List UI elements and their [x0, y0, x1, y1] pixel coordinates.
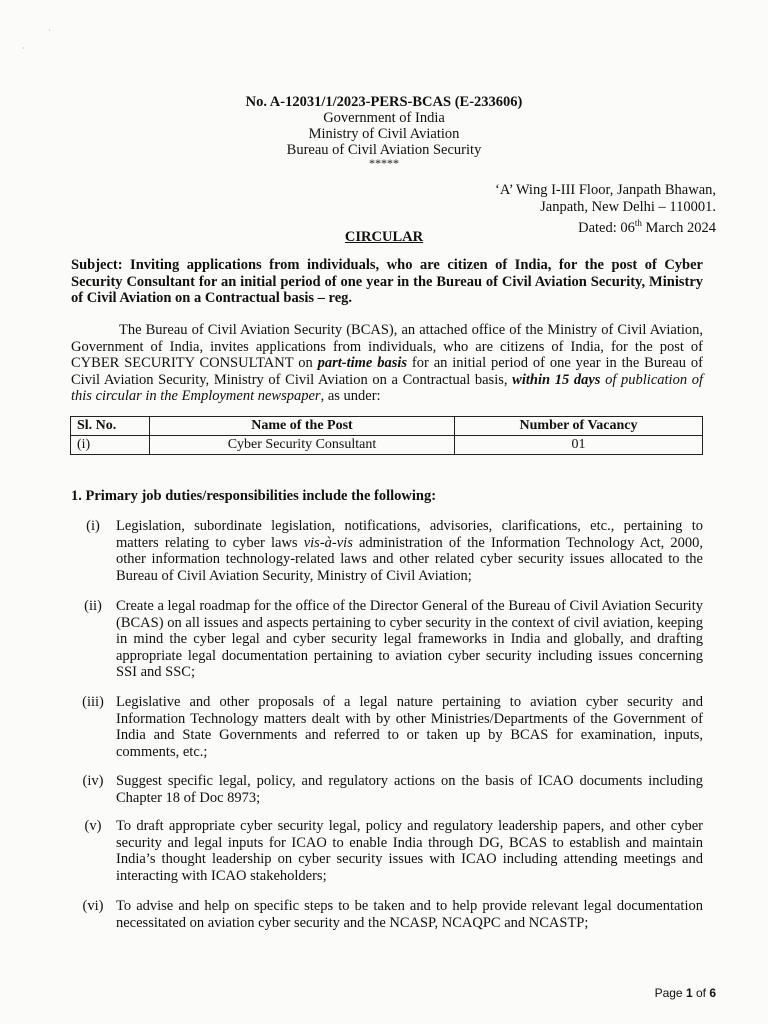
duty-item [71, 518, 703, 584]
letterhead-line: Ministry of Civil Aviation [308, 126, 460, 142]
duty-item [71, 898, 703, 931]
page-of-label: of [692, 986, 710, 1000]
document-title: CIRCULAR [344, 229, 424, 245]
intro-text: The Bureau of Civil Aviation Security (BCAS), an attached office of the Ministry of Civil Aviation, Government of India, invites applications from individuals, who are citizens of India, for the post of CYBER SECURITY CONSULTANT on [71, 322, 703, 371]
section-heading: 1. Primary job duties/responsibilities include the following: [71, 488, 437, 504]
letterhead [0, 94, 768, 168]
subject-paragraph: Subject: Inviting applications from individuals, who are citizen of India, for the post of Cyber Security Consultant for an initial period of one year in the Bureau of Civil Aviation Security, Ministry of Civil Aviation on a Contractual basis – reg. [71, 257, 703, 306]
duty-text: To advise and help on specific steps to be taken and to help provide relevant legal documentation necessitated on aviation cyber security and the NCASP, NCAQPC and NCASTP; [116, 898, 703, 931]
intro-italic: of publication of this circular in the Employment newspaper [71, 371, 703, 404]
duty-number: (iii) [82, 694, 104, 710]
address-line: Janpath, New Delhi – 110001. [540, 198, 716, 215]
duty-text-part: administration of the Information Technology Act, 2000, other information technology-related laws and other related cyber security issues allocated to the Bureau of Civil Aviation Security, Ministry of Civil Aviation; [116, 534, 703, 584]
current-page: 1 [685, 986, 693, 1000]
page-number [655, 986, 716, 1000]
duty-number: (ii) [84, 598, 102, 614]
duty-text: Create a legal roadmap for the office of the Director General of the Bureau of Civil Aviation Security (BCAS) on all issues and aspects pertaining to cyber security in the context of civil aviation, keeping in mind the cyber legal and cyber security legal frameworks in India and globally, and drafting appropriate legal documentation pertaining to aviation cyber security including issues concerning SSI and SSC; [116, 598, 703, 680]
letterhead-line: Bureau of Civil Aviation Security [286, 142, 482, 158]
table-header-row [71, 417, 703, 436]
intro-emphasis: part-time basis [317, 355, 408, 371]
table-cell: Cyber Security Consultant [150, 436, 455, 455]
duty-italic: vis-à-vis [303, 534, 353, 551]
vacancy-table [70, 416, 703, 455]
address-line: ‘A’ Wing I-III Floor, Janpath Bhawan, [495, 182, 716, 198]
table-row [71, 436, 703, 455]
duty-item [71, 598, 703, 681]
date-superscript: th [634, 218, 642, 228]
duty-item [71, 818, 703, 884]
duty-number: (i) [86, 518, 100, 534]
intro-paragraph [71, 322, 703, 405]
reference-number: No. A-12031/1/2023-PERS-BCAS (E-233606) [245, 94, 523, 110]
scan-speck: · [22, 44, 25, 53]
intro-text: for an initial period of one year in the Bureau of Civil Aviation Security, Ministry of Civil Aviation on a Contractual basis, [71, 355, 704, 388]
page-label: Page [654, 986, 686, 1000]
date-suffix: March 2024 [641, 219, 716, 236]
duty-text-part: Legislation, subordinate legislation, notifications, advisories, clarifications, etc., pertaining to matters relating to cyber laws [116, 518, 703, 551]
total-pages: 6 [709, 986, 716, 1000]
duty-text: Legislative and other proposals of a legal nature pertaining to aviation cyber security and Information Technology matters dealt with by other Ministries/Departments of the Government of India and State Governments and referred to or taken up by BCAS for examination, inputs, comments, etc.; [116, 694, 703, 760]
duty-item [71, 694, 703, 760]
duty-text: Suggest specific legal, policy, and regulatory actions on the basis of ICAO documents including Chapter 18 of Doc 8973; [116, 773, 703, 806]
letterhead-line: Government of India [323, 110, 445, 126]
column-header: Sl. No. [71, 417, 150, 436]
date-prefix: Dated: 06 [578, 219, 635, 236]
duty-number: (iv) [82, 773, 104, 789]
intro-emphasis: within 15 days [512, 371, 601, 388]
duty-item [71, 773, 703, 806]
column-header: Name of the Post [150, 417, 455, 436]
letterhead-stars: ***** [369, 156, 399, 170]
duty-number: (vi) [82, 898, 104, 914]
column-header: Number of Vacancy [455, 417, 703, 436]
scan-speck: · [48, 26, 51, 35]
duty-text [116, 518, 703, 584]
table-cell: (i) [71, 436, 150, 455]
duty-number: (v) [84, 818, 102, 834]
duty-text: To draft appropriate cyber security legal, policy and regulatory leadership papers, and other cyber security and legal inputs for ICAO to enable India through DG, BCAS to establish and maintain India’s thought leadership on cyber security issues with ICAO including attending meetings and interacting with ICAO stakeholders; [116, 818, 703, 884]
table-cell: 01 [455, 436, 703, 455]
intro-text: , as under: [320, 388, 381, 404]
